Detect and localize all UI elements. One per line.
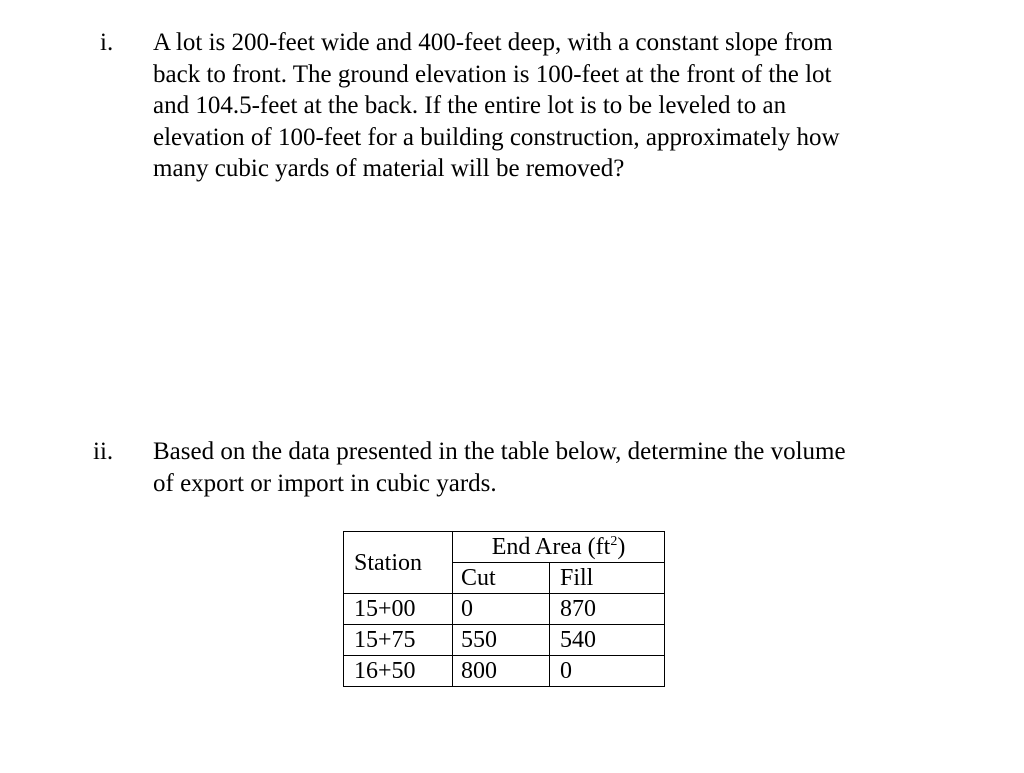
question-1-line: A lot is 200-feet wide and 400-feet deep, with a constant slope from <box>153 29 833 56</box>
question-1-line: and 104.5-feet at the back. If the entire lot is to be leveled to an <box>153 92 787 119</box>
fill-cell: 0 <box>550 656 665 687</box>
station-cell: 16+50 <box>344 656 453 687</box>
cut-cell: 550 <box>453 625 550 656</box>
station-cell: 15+75 <box>344 625 453 656</box>
end-area-table <box>343 531 665 687</box>
cut-column-header: Cut <box>453 563 550 594</box>
fill-cell: 540 <box>550 625 665 656</box>
fill-column-header: Fill <box>550 563 665 594</box>
question-2-line: Based on the data presented in the table below, determine the volume <box>153 438 846 465</box>
fill-cell: 870 <box>550 594 665 625</box>
station-cell: 15+00 <box>344 594 453 625</box>
end-area-header-text: End Area (ft <box>491 534 611 560</box>
end-area-header-close: ) <box>617 534 626 560</box>
table-row <box>344 656 665 687</box>
table-header-row <box>344 532 665 563</box>
end-area-header-superscript: 2 <box>610 534 618 549</box>
question-1-text <box>153 27 943 185</box>
end-area-column-header <box>453 532 665 563</box>
question-2-line: of export or import in cubic yards. <box>153 469 497 497</box>
question-1-marker: i. <box>100 29 114 56</box>
cut-cell: 800 <box>453 656 550 687</box>
station-column-header: Station <box>344 532 453 594</box>
cut-cell: 0 <box>453 594 550 625</box>
question-2-text <box>153 436 943 499</box>
question-2-marker: ii. <box>93 438 114 465</box>
question-1-line: back to front. The ground elevation is 100-feet at the front of the lot <box>153 60 832 88</box>
question-1-line: many cubic yards of material will be removed? <box>153 155 625 182</box>
question-1-line: elevation of 100-feet for a building construction, approximately how <box>153 123 840 151</box>
table-row <box>344 625 665 656</box>
table-row <box>344 594 665 625</box>
